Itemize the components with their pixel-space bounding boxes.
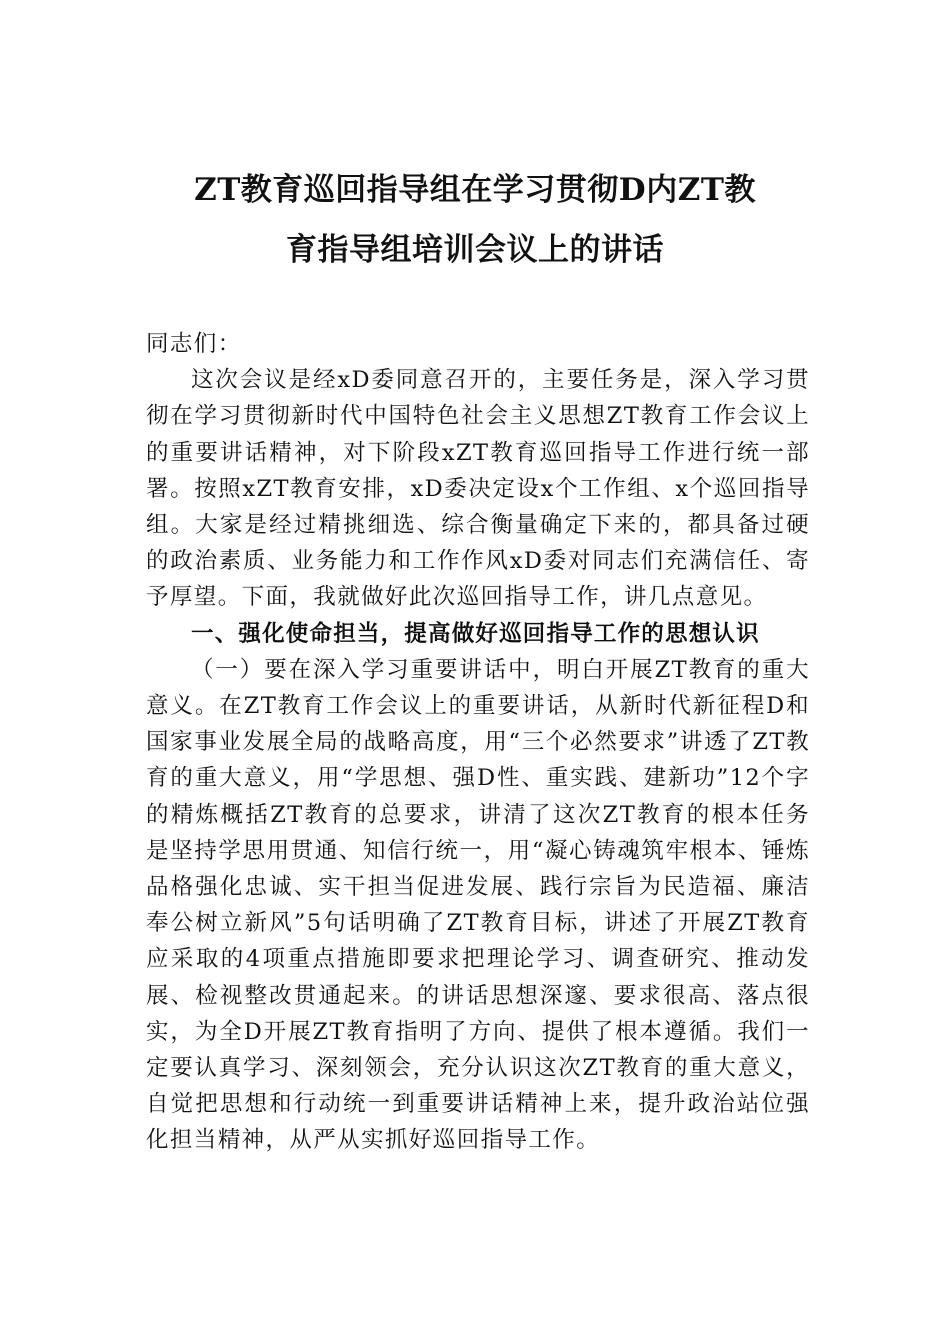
salutation: 同志们：	[146, 331, 242, 357]
subsection-paragraph-1: （一）要在深入学习重要讲话中，明白开展ZT教育的重大意义。在ZT教育工作会议上的重要讲话，从新时代新征程D和国家事业发展全局的战略高度，用“三个必然要求”讲透了ZT教育的重大意义，用“学思想、强D性、重实践、建新功”12个字的精炼概括ZT教育的总要求，讲清了这次ZT教育的根本任务是坚持学思用贯通、知信行统一，用“凝心铸魂筑牢根本、锤炼品格强化忠诚、实干担当促进发展、践行宗旨为民造福、廉洁奉公树立新风”5句话明确了ZT教育目标，讲述了开展ZT教育应采取的4项重点措施即要求把理论学习、调查研究、推动发展、检视整改贯通起来。的讲话思想深邃、要求很高、落点很实，为全D开展ZT教育指明了方向、提供了根本遵循。我们一定要认真学习、深刻领会，充分认识这次ZT教育的重大意义，自觉把思想和行动统一到重要讲话精神上来，提升政治站位强化担当精神，从严从实抓好巡回指导工作。	[146, 656, 810, 1154]
document-body	[146, 326, 810, 1159]
document-title	[140, 160, 810, 280]
intro-paragraph: 这次会议是经xD委同意召开的，主要任务是，深入学习贯彻在学习贯彻新时代中国特色社会主义思想ZT教育工作会议上的重要讲话精神，对下阶段xZT教育巡回指导工作进行统一部署。按照xZT教育安排，xD委决定设x个工作组、x个巡回指导组。大家是经过精挑细选、综合衡量确定下来的，都具备过硬的政治素质、业务能力和工作作风xD委对同志们充满信任、寄予厚望。下面，我就做好此次巡回指导工作，讲几点意见。	[146, 367, 810, 611]
title-line-1: ZT教育巡回指导组在学习贯彻D内ZT教	[194, 172, 756, 208]
title-line-2: 育指导组培训会议上的讲话	[286, 232, 664, 268]
section-heading-1: 一、强化使命担当，提高做好巡回指导工作的思想认识	[191, 620, 760, 647]
